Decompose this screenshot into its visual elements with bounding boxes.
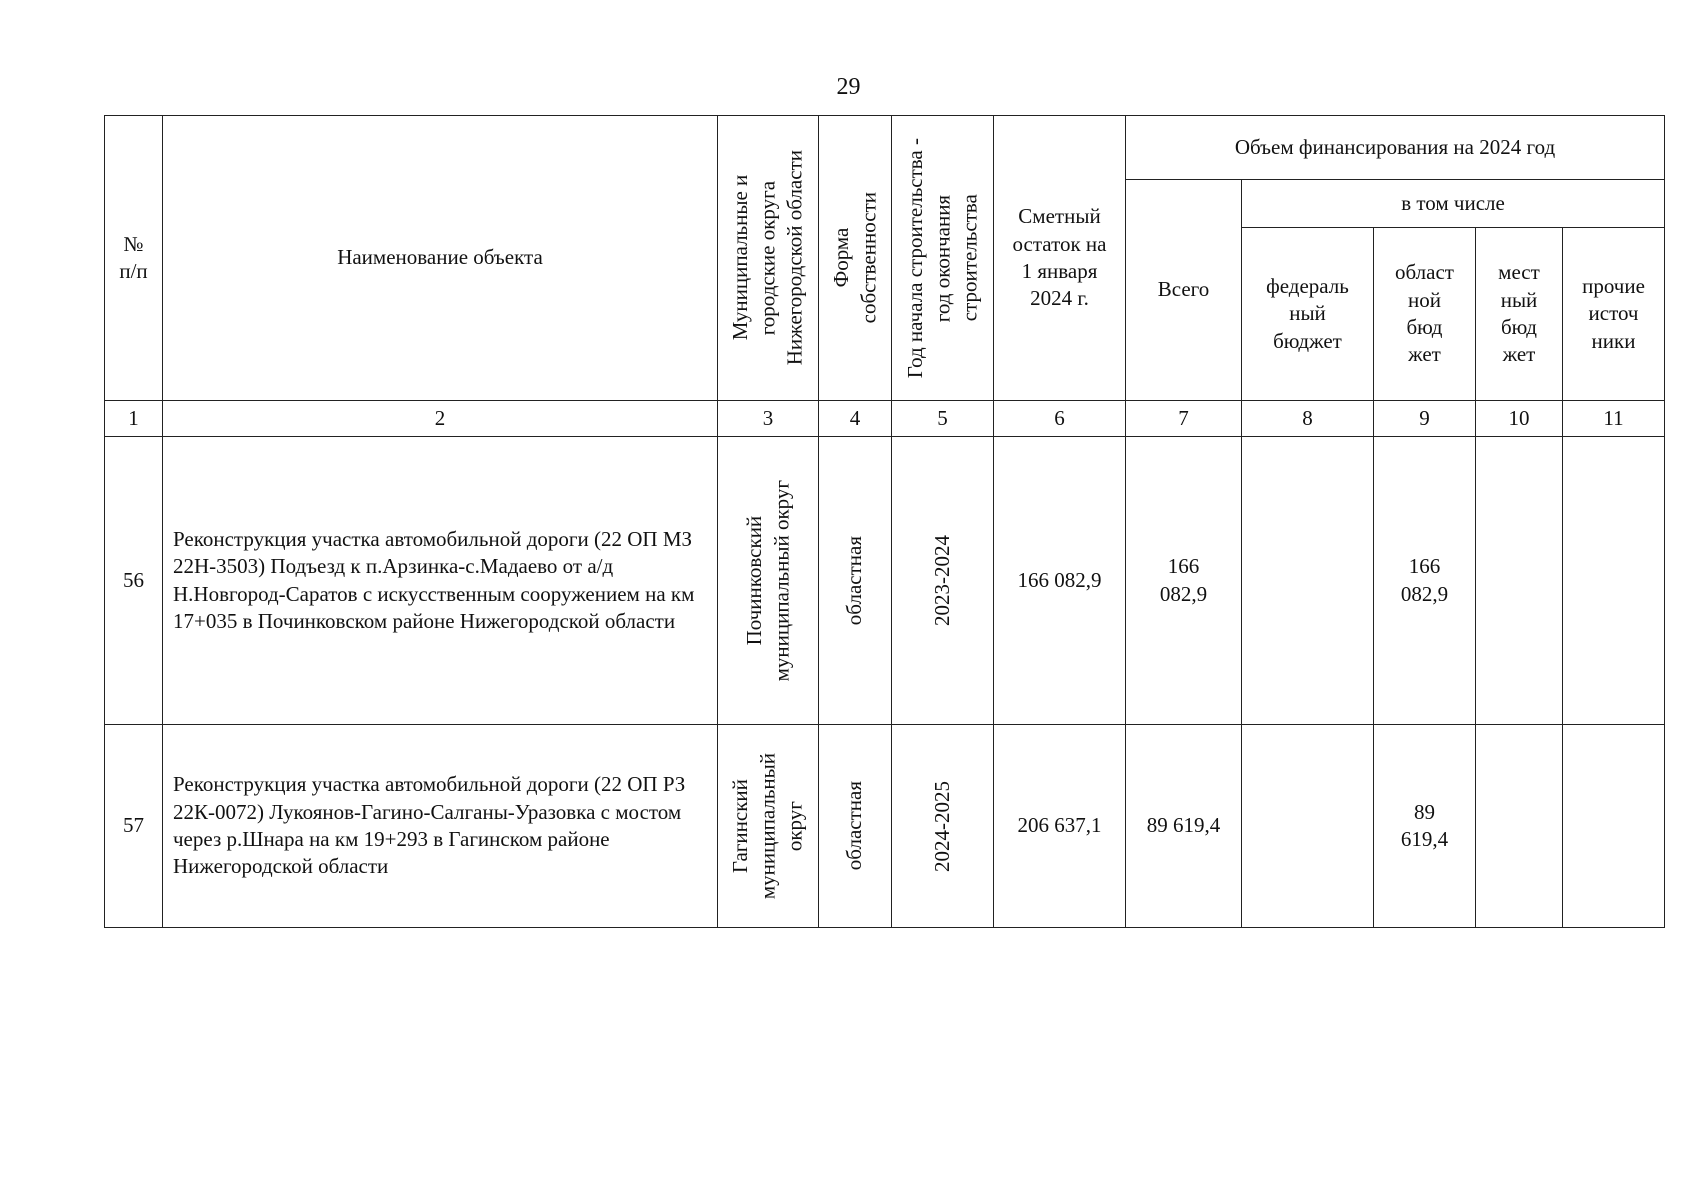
column-number-row <box>105 401 1665 437</box>
column-number: 3 <box>718 401 819 437</box>
ownership-cell <box>819 725 892 928</box>
header-including: в том числе <box>1242 180 1665 228</box>
header-financing: Объем финансирования на 2024 год <box>1126 116 1665 180</box>
header-years-cell <box>892 116 994 401</box>
header-ownership: Форма собственности <box>828 192 880 324</box>
other-sources <box>1563 725 1665 928</box>
row-number: 56 <box>105 437 163 725</box>
column-number: 9 <box>1374 401 1476 437</box>
column-number: 4 <box>819 401 892 437</box>
header-no: № п/п <box>105 116 163 401</box>
header-municipal-cell <box>718 116 819 401</box>
header-federal: федераль ный бюджет <box>1242 228 1374 401</box>
column-number: 11 <box>1563 401 1665 437</box>
column-number: 6 <box>994 401 1126 437</box>
header-years: Год начала строительства - год окончания строительства <box>902 137 982 379</box>
header-regional: област ной бюд жет <box>1374 228 1476 401</box>
ownership-form: областная <box>842 535 867 626</box>
column-number: 1 <box>105 401 163 437</box>
header-name: Наименование объекта <box>163 116 718 401</box>
page-number: 29 <box>836 74 861 100</box>
column-number: 8 <box>1242 401 1374 437</box>
object-name: Реконструкция участка автомобильной дороги (22 ОП РЗ 22К-0072) Лукоянов-Гагино-Салганы-Уразовка с мостом через р.Шнара на км 19+293 в Гагинском районе Нижегородской области <box>163 725 718 928</box>
total-funding: 89 619,4 <box>1126 725 1242 928</box>
local-budget <box>1476 437 1563 725</box>
financing-table <box>104 115 1665 928</box>
municipal-cell <box>718 725 819 928</box>
federal-budget <box>1242 437 1374 725</box>
ownership-form: областная <box>842 781 867 871</box>
header-local: мест ный бюд жет <box>1476 228 1563 401</box>
total-funding: 166 082,9 <box>1126 437 1242 725</box>
table-row <box>105 437 1665 725</box>
municipal-district: Починковский муниципальный округ <box>741 479 793 682</box>
construction-years: 2024-2025 <box>929 780 954 872</box>
column-number: 7 <box>1126 401 1242 437</box>
header-row-1 <box>105 116 1665 180</box>
years-cell <box>892 437 994 725</box>
other-sources <box>1563 437 1665 725</box>
column-number: 2 <box>163 401 718 437</box>
years-cell <box>892 725 994 928</box>
municipal-district: Гагинский муниципальный округ <box>728 752 807 900</box>
table-row <box>105 725 1665 928</box>
header-total: Всего <box>1126 180 1242 401</box>
row-number: 57 <box>105 725 163 928</box>
column-number: 10 <box>1476 401 1563 437</box>
local-budget <box>1476 725 1563 928</box>
object-name: Реконструкция участка автомобильной дороги (22 ОП МЗ 22Н-3503) Подъезд к п.Арзинка-с.Мадаево от а/д Н.Новгород-Саратов с искусственным сооружением на км 17+035 в Починковском районе Нижегородской области <box>163 437 718 725</box>
header-ownership-cell <box>819 116 892 401</box>
estimate-balance: 206 637,1 <box>994 725 1126 928</box>
estimate-balance: 166 082,9 <box>994 437 1126 725</box>
municipal-cell <box>718 437 819 725</box>
header-other: прочие источ ники <box>1563 228 1665 401</box>
construction-years: 2023-2024 <box>929 535 954 626</box>
regional-budget: 89 619,4 <box>1374 725 1476 928</box>
header-municipal: Муниципальные и городские округа Нижегородской области <box>728 150 807 366</box>
regional-budget: 166 082,9 <box>1374 437 1476 725</box>
federal-budget <box>1242 725 1374 928</box>
ownership-cell <box>819 437 892 725</box>
header-balance: Сметный остаток на 1 января 2024 г. <box>994 116 1126 401</box>
column-number: 5 <box>892 401 994 437</box>
